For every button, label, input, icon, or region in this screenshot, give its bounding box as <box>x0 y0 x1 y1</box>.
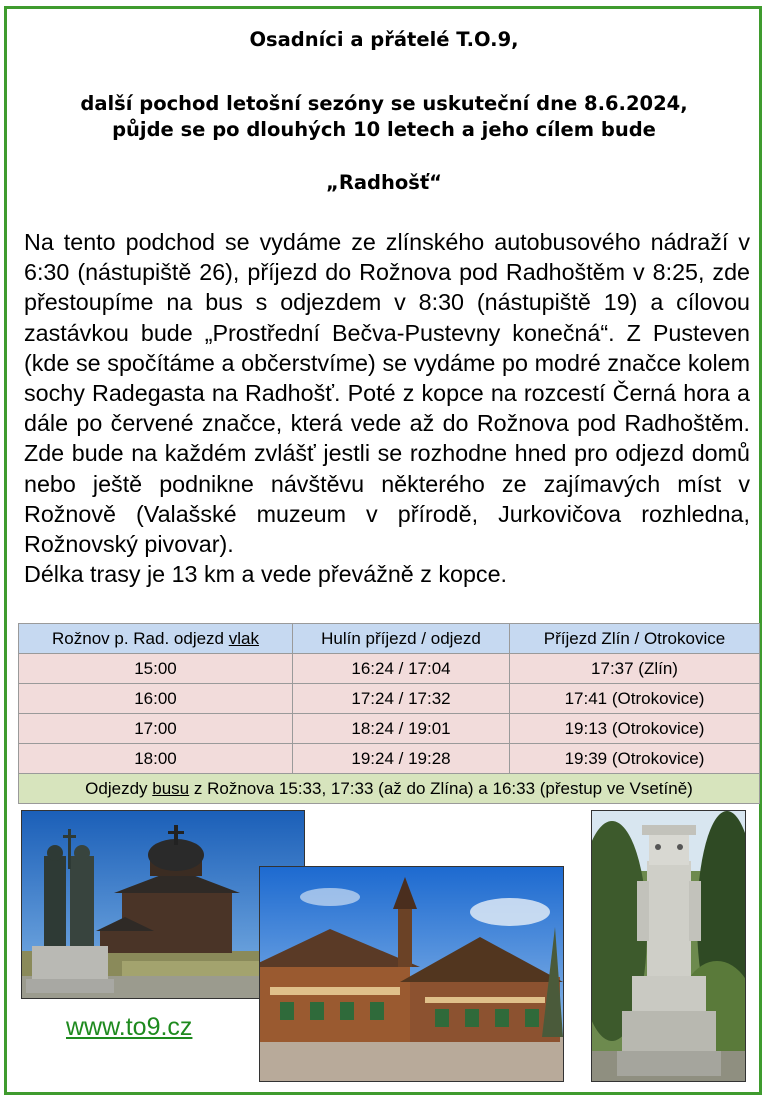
departure-cell: 18:00 <box>19 744 293 774</box>
schedule-table <box>18 623 760 804</box>
bus-link[interactable]: busu <box>152 778 190 798</box>
description-paragraph: Na tento podchod se vydáme ze zlínského autobusového nádraží v 6:30 (nástupiště 26), příjezd do Rožnova pod Radhoštěm v 8:25, zde přestoupíme na bus s odjezdem v 8:30 (nástupiště 19) a cílovou zastávkou bude „Prostřední Bečva-Pustevny konečná“. Z Pusteven (kde se spočítáme a občerstvíme) se vydáme po modré značce kolem sochy Radegasta na Radhošť. Poté z kopce na rozcestí Černá hora a dále po červené značce, která vede až do Rožnova pod Radhoštěm. Zde bude na každém zvlášť jestli se rozhodne hned pro odjezd domů nebo ještě podnikne návštěvu některého ze zajímavých míst v Rožnově (Valašské muzeum v přírodě, Jurkovičova rozhledna, Rožnovský pivovar). <box>24 229 750 558</box>
announcement-heading <box>0 91 768 143</box>
pustevny-buildings-photo <box>259 866 564 1082</box>
arrival-cell: 17:37 (Zlín) <box>510 654 760 684</box>
footer-text: z Rožnova 15:33, 17:33 (až do Zlína) a 16:33 (přestup ve Vsetíně) <box>189 778 693 798</box>
arrival-cell: 19:13 (Otrokovice) <box>510 714 760 744</box>
announcement-line-1: další pochod letošní sezóny se uskuteční dne 8.6.2024, <box>80 92 688 115</box>
route-length: Délka trasy je 13 km a vede převážně z kopce. <box>24 561 508 588</box>
header-text: Rožnov p. Rad. odjezd <box>52 628 229 648</box>
destination-heading: „Radhošť“ <box>326 171 442 194</box>
train-link[interactable]: vlak <box>228 628 259 648</box>
departure-cell: 16:00 <box>19 684 293 714</box>
departure-cell: 15:00 <box>19 654 293 684</box>
table-row <box>19 744 760 774</box>
arrival-cell: 19:39 (Otrokovice) <box>510 744 760 774</box>
hulin-cell: 19:24 / 19:28 <box>293 744 510 774</box>
bus-footer-row <box>19 774 760 804</box>
greeting-heading: Osadníci a přátelé T.O.9, <box>249 28 519 51</box>
table-row <box>19 654 760 684</box>
departure-cell: 17:00 <box>19 714 293 744</box>
hulin-cell: 18:24 / 19:01 <box>293 714 510 744</box>
footer-text: Odjezdy <box>85 778 153 798</box>
header-hulin: Hulín příjezd / odjezd <box>293 624 510 654</box>
bus-departures-cell <box>19 774 760 804</box>
header-roznov-departure <box>19 624 293 654</box>
website-link[interactable]: www.to9.cz <box>66 1013 193 1041</box>
description <box>24 227 750 589</box>
arrival-cell: 17:41 (Otrokovice) <box>510 684 760 714</box>
hulin-cell: 16:24 / 17:04 <box>293 654 510 684</box>
table-row <box>19 714 760 744</box>
header-arrival: Příjezd Zlín / Otrokovice <box>510 624 760 654</box>
schedule-header-row <box>19 624 760 654</box>
table-row <box>19 684 760 714</box>
hulin-cell: 17:24 / 17:32 <box>293 684 510 714</box>
radegast-statue-photo <box>591 810 746 1082</box>
announcement-line-2: půjde se po dlouhých 10 letech a jeho cílem bude <box>112 118 656 141</box>
